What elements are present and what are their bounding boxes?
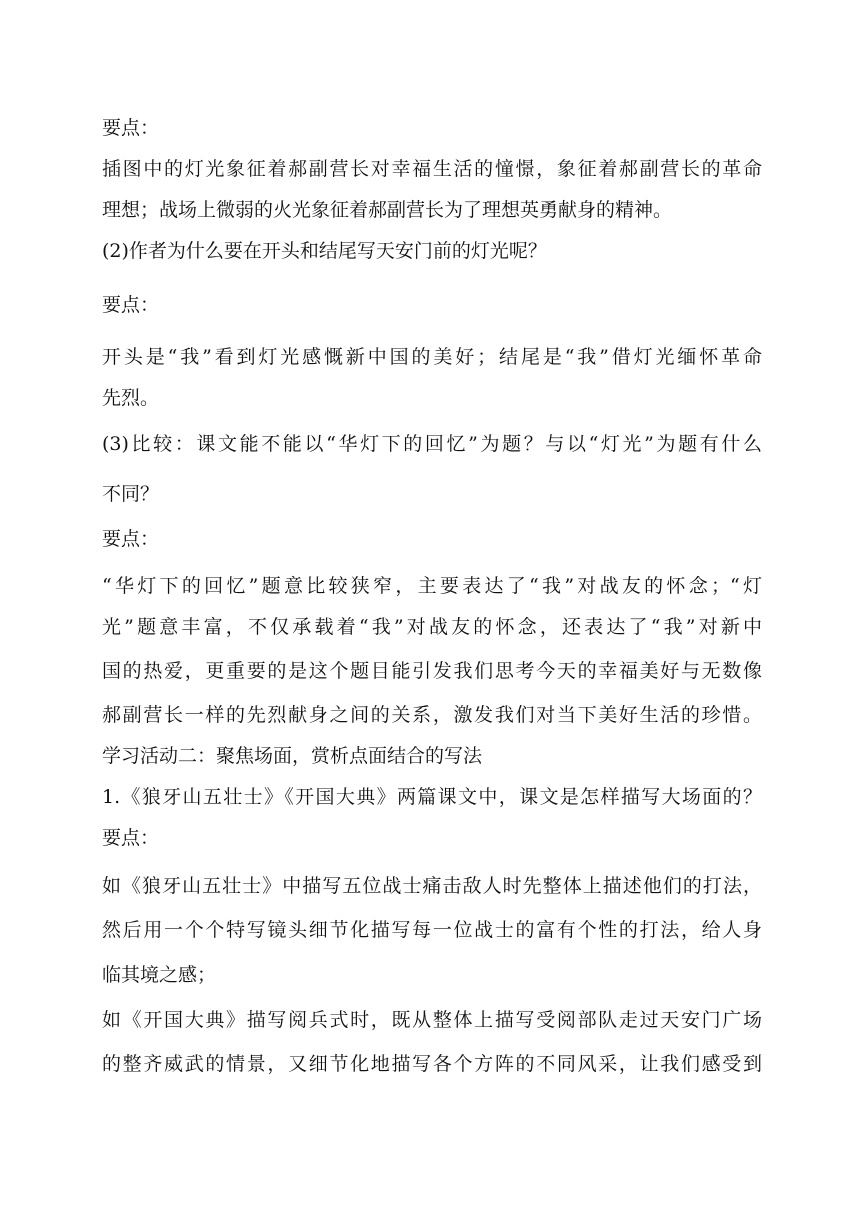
text-line-heading-keypoints: 要点：: [102, 827, 160, 849]
text-line: 国的热爱，更重要的是这个题目能引发我们思考今天的幸福美好与无数像: [102, 660, 762, 682]
text-line: 的整齐威武的情景，又细节化地描写各个方阵的不同风采，让我们感受到: [102, 1053, 762, 1075]
question-line: (3)比较：课文能不能以“华灯下的回忆”为题？与以“灯光”为题有什么: [102, 433, 762, 455]
question-line: 不同？: [102, 483, 160, 505]
text-line: 开头是“我”看到灯光感慨新中国的美好；结尾是“我”借灯光缅怀革命: [102, 346, 762, 368]
text-line: 郝副营长一样的先烈献身之间的关系，激发我们对当下美好生活的珍惜。: [102, 704, 762, 726]
text-line: 如《开国大典》描写阅兵式时，既从整体上描写受阅部队走过天安门广场: [102, 1009, 762, 1031]
text-line: 先烈。: [102, 387, 160, 409]
question-line: 1.《狼牙山五壮士》《开国大典》两篇课文中，课文是怎样描写大场面的？: [102, 786, 762, 808]
text-line: 光”题意丰富，不仅承载着“我”对战友的怀念，还表达了“我”对新中: [102, 616, 762, 638]
text-line-heading-keypoints: 要点：: [102, 294, 160, 316]
section-heading: 学习活动二：聚焦场面，赏析点面结合的写法: [102, 745, 483, 767]
text-line: 临其境之感；: [102, 964, 217, 986]
text-line: 如《狼牙山五壮士》中描写五位战士痛击敌人时先整体上描述他们的打法，: [102, 875, 762, 897]
text-line-heading-keypoints: 要点：: [102, 528, 160, 550]
text-line: 理想；战场上微弱的火光象征着郝副营长为了理想英勇献身的精神。: [102, 199, 673, 221]
text-line: 插图中的灯光象征着郝副营长对幸福生活的憧憬，象征着郝副营长的革命: [102, 158, 762, 180]
text-line: 然后用一个个特写镜头细节化描写每一位战士的富有个性的打法，给人身: [102, 919, 762, 941]
question-line: (2)作者为什么要在开头和结尾写天安门前的灯光呢？: [102, 240, 547, 262]
text-line-heading-keypoints: 要点：: [102, 117, 160, 139]
text-line: “华灯下的回忆”题意比较狭窄，主要表达了“我”对战友的怀念；“灯: [102, 575, 762, 597]
